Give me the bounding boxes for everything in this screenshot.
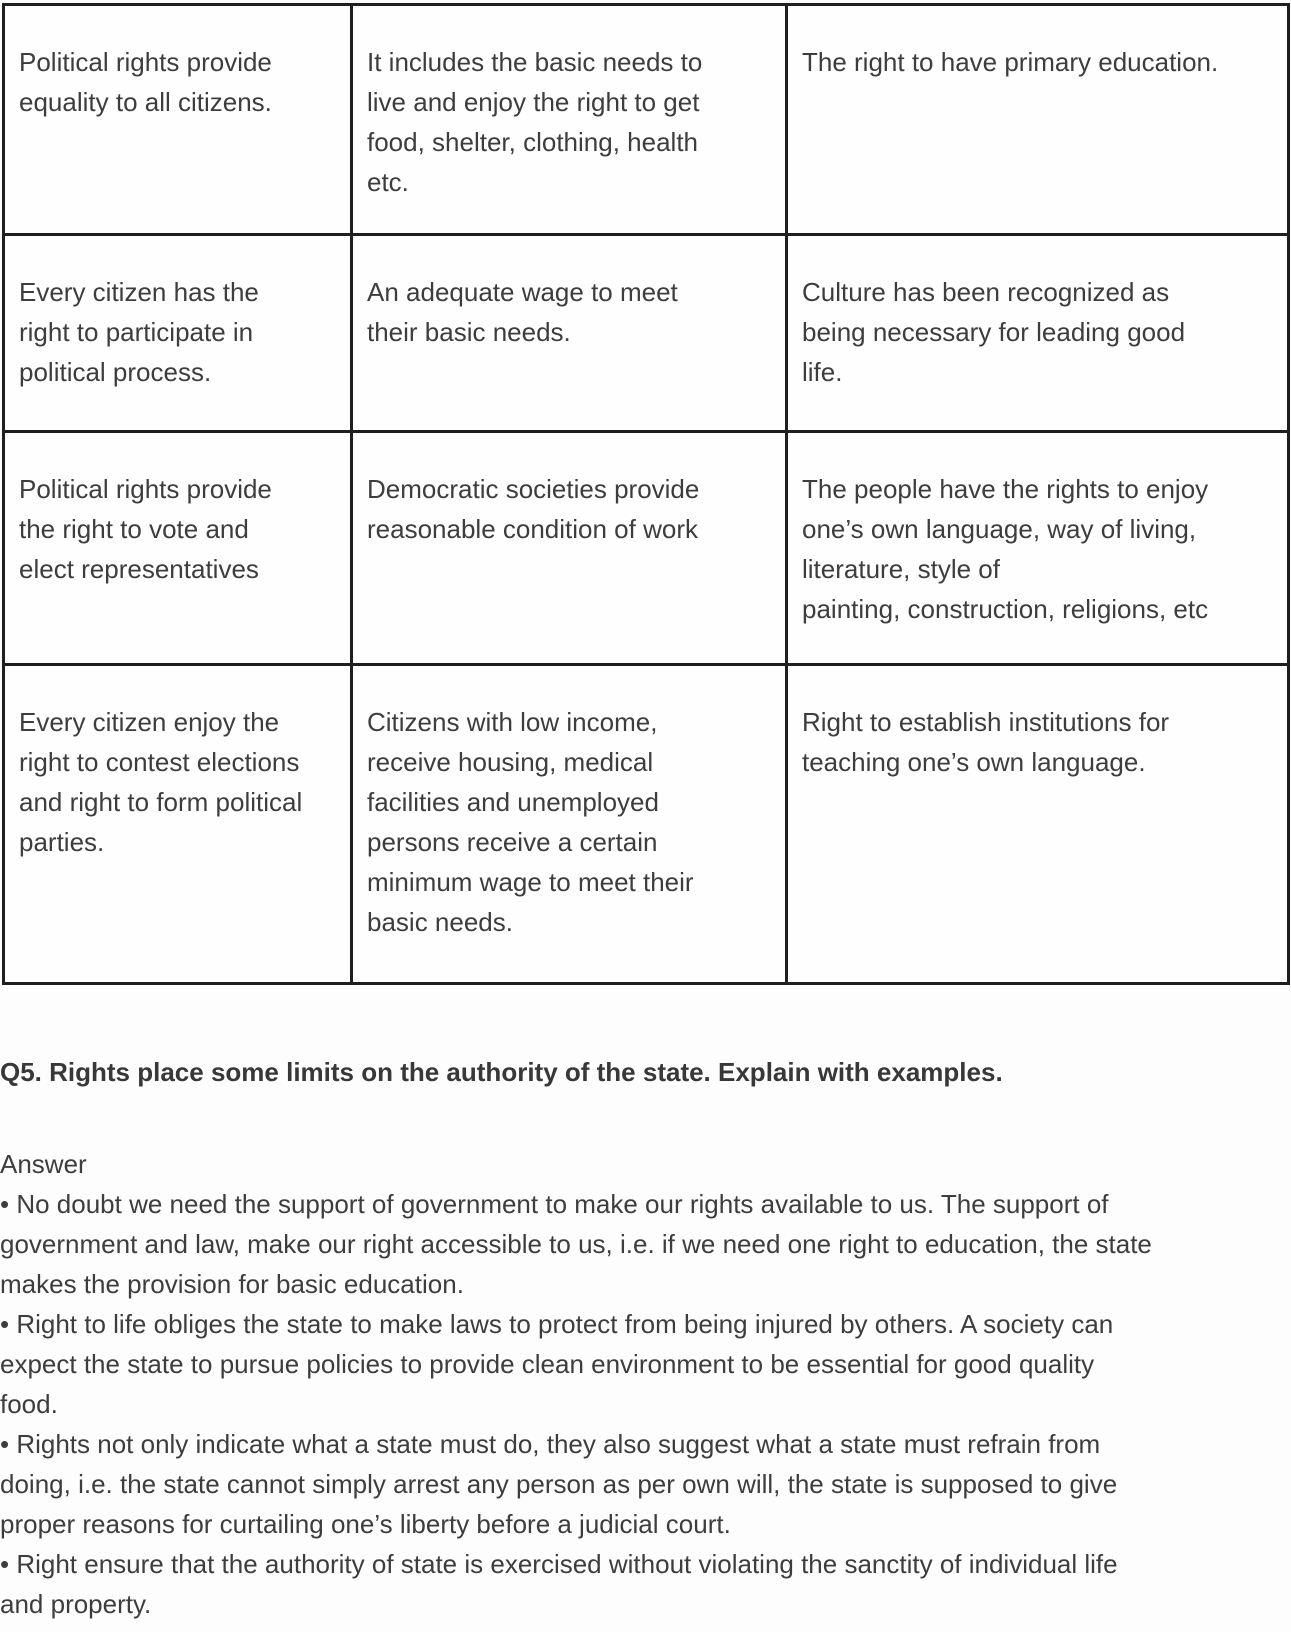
text-line: and right to form political	[19, 787, 303, 817]
text-line: It includes the basic needs to	[367, 47, 703, 77]
text-line: the right to vote and	[19, 514, 249, 544]
table-cell	[787, 5, 1289, 235]
table-cell	[352, 665, 787, 984]
text-line: makes the provision for basic education.	[0, 1269, 464, 1299]
text-line: The right to have primary education.	[802, 47, 1219, 77]
text-line: facilities and unemployed	[367, 787, 659, 817]
text-line: receive housing, medical	[367, 747, 654, 777]
text-line: their basic needs.	[367, 317, 571, 347]
text-line: political process.	[19, 357, 212, 387]
table-cell	[787, 665, 1289, 984]
table-cell	[4, 665, 352, 984]
text-line: The people have the rights to enjoy	[802, 474, 1209, 504]
text-line: teaching one’s own language.	[802, 747, 1146, 777]
table-row	[4, 235, 1289, 432]
text-line: expect the state to pursue policies to provide clean environment to be essential for good quality	[0, 1349, 1095, 1379]
text-line: food, shelter, clothing, health	[367, 127, 699, 157]
table-cell	[4, 235, 352, 432]
table-cell	[352, 432, 787, 665]
text-line: equality to all citizens.	[19, 87, 272, 117]
text-line: parties.	[19, 827, 105, 857]
text-line: Culture has been recognized as	[802, 277, 1170, 307]
text-line: right to contest elections	[19, 747, 300, 777]
text-line: live and enjoy the right to get	[367, 87, 700, 117]
answer-text	[0, 1184, 1291, 1624]
question-heading: Q5. Rights place some limits on the authority of the state. Explain with examples.	[0, 1057, 1003, 1087]
text-line: life.	[802, 357, 843, 387]
text-line: right to participate in	[19, 317, 254, 347]
text-line: Political rights provide	[19, 474, 272, 504]
text-line: Democratic societies provide	[367, 474, 700, 504]
text-line: • Rights not only indicate what a state must do, they also suggest what a state must refrain from	[0, 1429, 1101, 1459]
text-line: elect representatives	[19, 554, 259, 584]
text-line: basic needs.	[367, 907, 513, 937]
text-line: Every citizen has the	[19, 277, 259, 307]
answer-label: Answer	[0, 1149, 87, 1179]
rights-table	[2, 3, 1290, 985]
table-cell	[352, 5, 787, 235]
text-line: Right to establish institutions for	[802, 707, 1170, 737]
text-line: • No doubt we need the support of government to make our rights available to us. The support of	[0, 1189, 1109, 1219]
table-cell	[4, 5, 352, 235]
text-line: literature, style of	[802, 554, 1000, 584]
table-cell	[4, 432, 352, 665]
text-line: An adequate wage to meet	[367, 277, 678, 307]
question-answer-section	[0, 1052, 1291, 1624]
text-line: one’s own language, way of living,	[802, 514, 1197, 544]
text-line: etc.	[367, 167, 409, 197]
text-line: and property.	[0, 1589, 152, 1619]
text-line: Citizens with low income,	[367, 707, 658, 737]
table-row	[4, 432, 1289, 665]
text-line: doing, i.e. the state cannot simply arrest any person as per own will, the state is supposed to give	[0, 1469, 1118, 1499]
text-line: persons receive a certain	[367, 827, 658, 857]
text-line: food.	[0, 1389, 58, 1419]
text-line: Every citizen enjoy the	[19, 707, 280, 737]
text-line: proper reasons for curtailing one’s liberty before a judicial court.	[0, 1509, 731, 1539]
text-line: minimum wage to meet their	[367, 867, 694, 897]
table-cell	[352, 235, 787, 432]
text-line: • Right ensure that the authority of state is exercised without violating the sanctity of individual life	[0, 1549, 1118, 1579]
text-line: government and law, make our right accessible to us, i.e. if we need one right to education, the state	[0, 1229, 1152, 1259]
text-line: • Right to life obliges the state to make laws to protect from being injured by others. A society can	[0, 1309, 1114, 1339]
table-cell	[787, 432, 1289, 665]
text-line: Political rights provide	[19, 47, 272, 77]
table-row	[4, 665, 1289, 984]
text-line: being necessary for leading good	[802, 317, 1186, 347]
table-row	[4, 5, 1289, 235]
text-line: reasonable condition of work	[367, 514, 698, 544]
table-cell	[787, 235, 1289, 432]
text-line: painting, construction, religions, etc	[802, 594, 1209, 624]
